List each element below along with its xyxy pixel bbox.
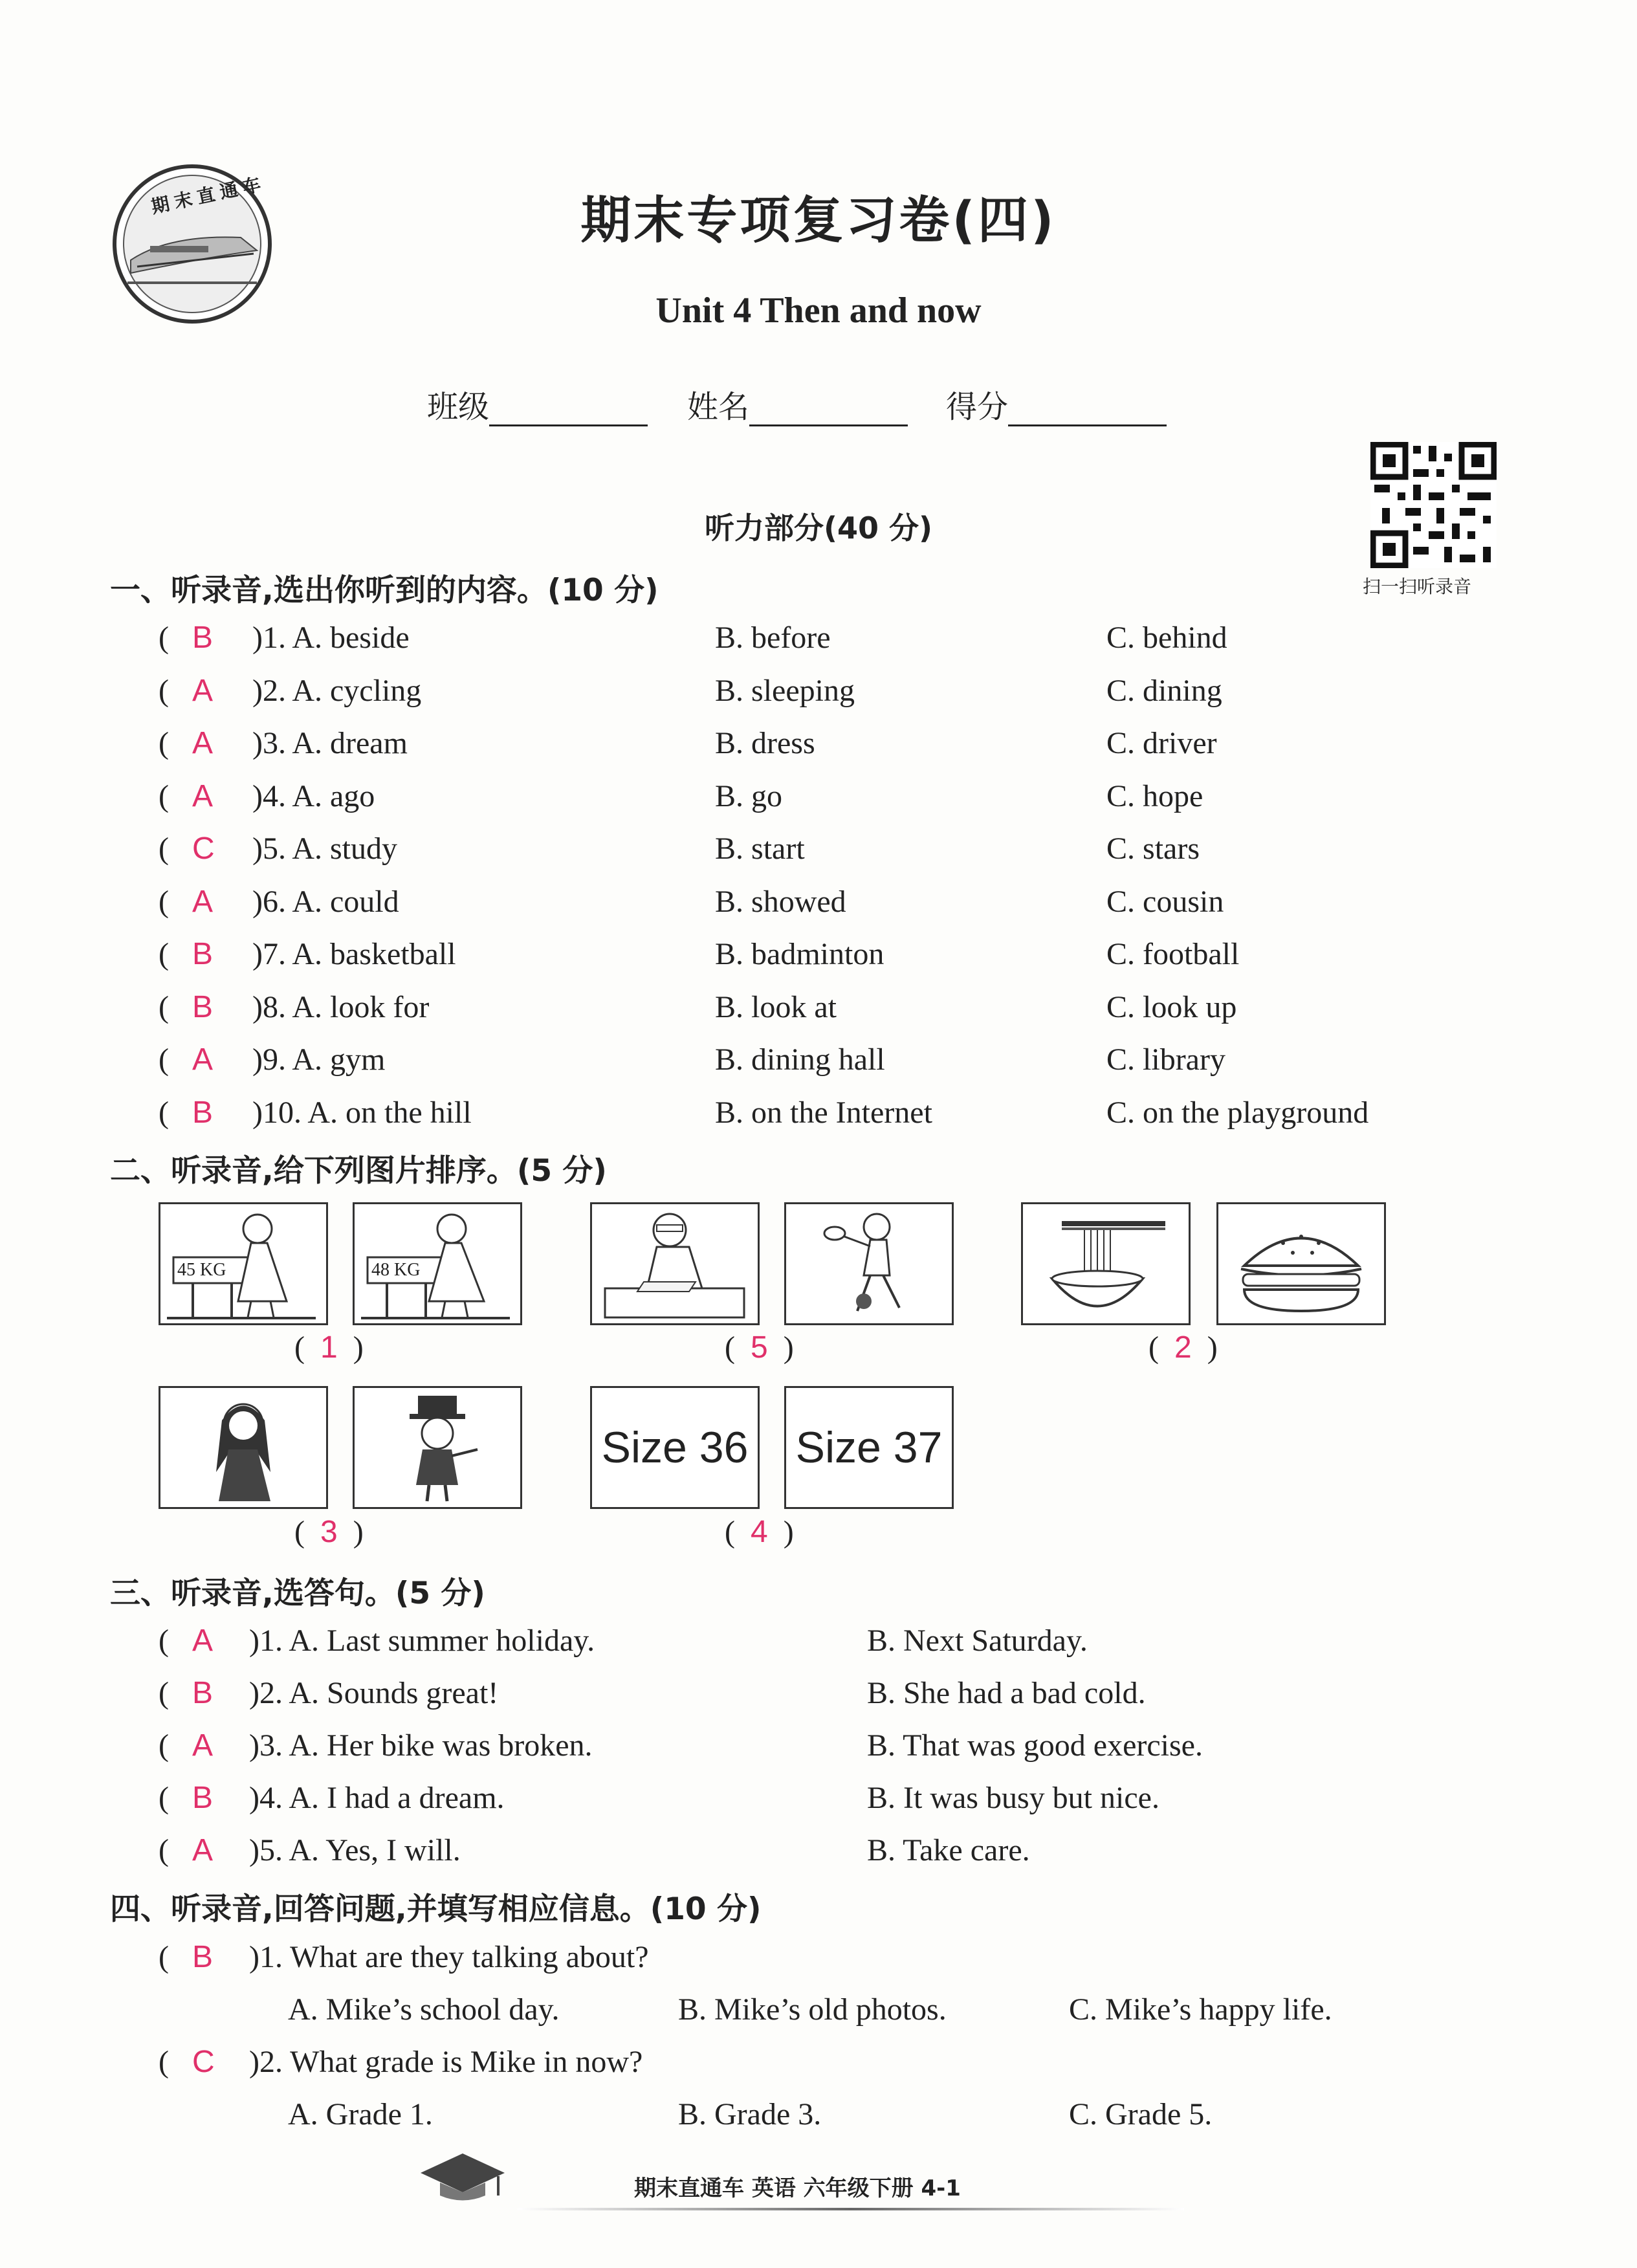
name-field[interactable] — [687, 382, 908, 426]
option-b: B. go — [715, 778, 783, 813]
page-title: 期末专项复习卷(四) — [580, 192, 1057, 250]
option-b: B. start — [715, 831, 805, 866]
picture-noodles — [1021, 1202, 1191, 1325]
option-a: )4. A. I had a dream. — [249, 1781, 505, 1815]
option-c: C. hope — [1106, 778, 1203, 813]
option-a: )1. A. beside — [252, 621, 410, 655]
option-b: B. showed — [715, 884, 846, 919]
order-blank-3[interactable]: ( 2 ) — [1148, 1330, 1218, 1365]
option-c: C. football — [1106, 937, 1240, 971]
answer-blank[interactable]: ( A — [159, 673, 213, 708]
answer-letter: A — [192, 673, 213, 708]
order-blank-5[interactable]: ( 4 ) — [725, 1515, 794, 1549]
answer-letter: B — [192, 1940, 213, 1974]
answer-letter: A — [192, 1833, 213, 1867]
option-a: A. Grade 1. — [288, 2097, 433, 2131]
option-c: C. dining — [1106, 673, 1222, 708]
option-a: )7. A. basketball — [252, 937, 456, 971]
listening-part-heading: 听力部分(40 分) — [704, 511, 933, 545]
option-c: C. library — [1106, 1042, 1225, 1077]
answer-blank[interactable]: ( B — [159, 1676, 213, 1710]
picture-girl-45kg — [159, 1202, 328, 1325]
option-b: B. badminton — [715, 937, 884, 971]
option-b: B. before — [715, 621, 831, 655]
scale-label-45: 45 KG — [177, 1260, 226, 1280]
answer-letter: B — [192, 1781, 213, 1815]
answer-letter: C — [192, 831, 215, 866]
option-b: B. look at — [715, 989, 837, 1024]
option-c: C. Mike’s happy life. — [1069, 1992, 1332, 2027]
option-a: )3. A. dream — [252, 726, 408, 760]
option-c: C. Grade 5. — [1069, 2097, 1213, 2131]
answer-letter: A — [192, 778, 213, 813]
section3-title: 三、听录音,选答句。(5 分) — [110, 1576, 485, 1611]
picture-girl-long-hair — [159, 1386, 328, 1509]
class-field[interactable] — [427, 382, 648, 426]
order-blank-4[interactable]: ( 3 ) — [294, 1515, 364, 1549]
class-label: 班级 — [427, 389, 490, 425]
answer-letter: A — [192, 1728, 213, 1763]
answer-blank[interactable]: ( A — [159, 1833, 213, 1867]
option-a: )10. A. on the hill — [252, 1095, 472, 1130]
answer-blank[interactable]: ( A — [159, 726, 213, 760]
option-c: C. cousin — [1106, 884, 1224, 919]
picture-size-37: Size 37 — [784, 1386, 954, 1509]
picture-size-36: Size 36 — [590, 1386, 760, 1509]
option-b: B. Take care. — [867, 1833, 1030, 1867]
answer-blank[interactable]: ( A — [159, 778, 213, 813]
option-b: B. Next Saturday. — [867, 1624, 1088, 1658]
option-a: )1. A. Last summer holiday. — [249, 1624, 595, 1658]
answer-blank[interactable]: ( A — [159, 1728, 213, 1763]
order-blank-1[interactable]: ( 1 ) — [294, 1330, 364, 1365]
section4-title: 四、听录音,回答问题,并填写相应信息。(10 分) — [110, 1891, 762, 1927]
graduation-cap-icon — [414, 2147, 511, 2208]
answer-blank[interactable]: ( A — [159, 1042, 213, 1077]
picture-boy-hat — [353, 1386, 522, 1509]
option-b: B. dining hall — [715, 1042, 885, 1077]
option-a: )2. A. cycling — [252, 673, 422, 708]
option-a: )9. A. gym — [252, 1042, 386, 1077]
option-b: B. It was busy but nice. — [867, 1781, 1159, 1815]
order-answer-3: 2 — [1174, 1330, 1192, 1365]
option-b: B. Mike’s old photos. — [678, 1992, 947, 2027]
name-blank[interactable] — [749, 393, 908, 426]
option-a: )2. A. Sounds great! — [249, 1676, 499, 1710]
order-answer-1: 1 — [320, 1330, 338, 1365]
answer-blank[interactable]: ( A — [159, 884, 213, 919]
picture-burger — [1216, 1202, 1386, 1325]
picture-boy-writing — [590, 1202, 760, 1325]
footer-rule — [518, 2208, 1184, 2210]
option-a: )3. A. Her bike was broken. — [249, 1728, 593, 1763]
answer-blank[interactable]: ( B — [159, 989, 213, 1024]
class-blank[interactable] — [489, 393, 648, 426]
order-blank-2[interactable]: ( 5 ) — [725, 1330, 794, 1365]
option-a: )4. A. ago — [252, 778, 375, 813]
option-a: )5. A. study — [252, 831, 398, 866]
section2-title: 二、听录音,给下列图片排序。(5 分) — [110, 1153, 607, 1189]
name-label: 姓名 — [687, 389, 750, 425]
order-answer-2: 5 — [750, 1330, 768, 1365]
option-b: B. sleeping — [715, 673, 855, 708]
answer-letter: A — [192, 884, 213, 919]
answer-blank[interactable]: ( C — [159, 2045, 215, 2079]
option-a: )6. A. could — [252, 884, 399, 919]
option-b: B. on the Internet — [715, 1095, 932, 1130]
answer-letter: A — [192, 1042, 213, 1077]
option-a: A. Mike’s school day. — [288, 1992, 560, 2027]
picture-girl-48kg — [353, 1202, 522, 1325]
question-text: )2. What grade is Mike in now? — [249, 2045, 643, 2079]
answer-letter: A — [192, 726, 213, 760]
option-c: C. on the playground — [1106, 1095, 1369, 1130]
section1-title: 一、听录音,选出你听到的内容。(10 分) — [110, 573, 659, 608]
answer-letter: A — [192, 1624, 213, 1658]
answer-blank[interactable]: ( B — [159, 1781, 213, 1815]
answer-blank[interactable]: ( B — [159, 1095, 213, 1130]
answer-blank[interactable]: ( B — [159, 1940, 213, 1974]
logo-text: 期末直通车 — [149, 172, 268, 218]
answer-letter: B — [192, 937, 213, 971]
scale-label-48: 48 KG — [371, 1260, 421, 1280]
option-b: B. dress — [715, 726, 815, 760]
option-a: )8. A. look for — [252, 989, 430, 1024]
score-blank[interactable] — [1008, 393, 1167, 426]
score-field[interactable] — [946, 382, 1167, 426]
answer-letter: B — [192, 621, 213, 655]
option-b: B. She had a bad cold. — [867, 1676, 1146, 1710]
answer-letter: C — [192, 2045, 215, 2079]
footer-text: 期末直通车 英语 六年级下册 4-1 — [634, 2175, 961, 2201]
option-c: C. stars — [1106, 831, 1200, 866]
answer-blank[interactable]: ( B — [159, 937, 213, 971]
option-b: B. That was good exercise. — [867, 1728, 1203, 1763]
order-answer-5: 4 — [750, 1515, 768, 1549]
option-c: C. behind — [1106, 621, 1227, 655]
answer-blank[interactable]: ( A — [159, 1624, 213, 1658]
picture-boy-badminton — [784, 1202, 954, 1325]
option-b: B. Grade 3. — [678, 2097, 822, 2131]
option-c: C. driver — [1106, 726, 1217, 760]
option-a: )5. A. Yes, I will. — [249, 1833, 461, 1867]
answer-letter: B — [192, 989, 213, 1024]
option-c: C. look up — [1106, 989, 1237, 1024]
order-answer-4: 3 — [320, 1515, 338, 1549]
answer-blank[interactable]: ( B — [159, 621, 213, 655]
score-label: 得分 — [946, 389, 1009, 425]
page-subtitle: Unit 4 Then and now — [655, 291, 982, 331]
qr-caption: 扫一扫听录音 — [1363, 576, 1472, 597]
answer-letter: B — [192, 1676, 213, 1710]
answer-letter: B — [192, 1095, 213, 1130]
question-text: )1. What are they talking about? — [249, 1940, 649, 1974]
answer-blank[interactable]: ( C — [159, 831, 215, 866]
